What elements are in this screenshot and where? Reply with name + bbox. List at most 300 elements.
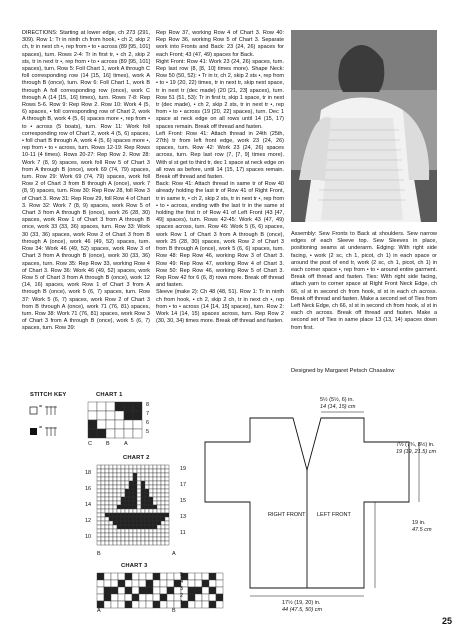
grid-cell: [153, 481, 157, 485]
right-front-text: Right Front: Row 41: Work 23 (24, 26) spaces, turn. Rep last row (8, [8, 10] times more). Shape Neck: Row 50 (50, 52): • Tr in tr, ch 2, skip 2 sts •, rep from • to • 19 (20, 22) times, tr in next tr, skip next space, tr in next tr (dec made) (20 [21, 23] spaces), turn. Row 51 (51, 53): Tr in first tr, skip 1 space, tr in next tr (dec made), • ch 2, skip 2 sts, tr in next tr •, rep from • to • across (19 [20, 22] spaces), turn. Dec 1 space at neck edge on all rows until 14 (15, 17) spaces remain. Break off thread and fasten.: [156, 58, 284, 130]
grid-cell: [167, 573, 174, 580]
grid-cell: [109, 529, 113, 533]
grid-cell: [113, 473, 117, 477]
grid-cell: [145, 517, 149, 521]
grid-cell: [133, 477, 137, 481]
grid-cell: [121, 525, 125, 529]
grid-cell: [129, 469, 133, 473]
directions-column-2: [156, 30, 284, 325]
grid-cell: [105, 477, 109, 481]
grid-cell: [157, 529, 161, 533]
grid-cell: [117, 485, 121, 489]
grid-cell: [149, 525, 153, 529]
grid-cell: [97, 465, 101, 469]
grid-cell: [149, 537, 153, 541]
grid-cell: [121, 521, 125, 525]
grid-cell: [129, 517, 133, 521]
height-cm-label: 47.5 cm: [412, 527, 432, 533]
grid-cell: [139, 573, 146, 580]
grid-cell: [109, 469, 113, 473]
grid-cell: [137, 465, 141, 469]
height-label: 19 in.: [412, 520, 426, 526]
grid-cell: [161, 485, 165, 489]
grid-cell: [161, 513, 165, 517]
grid-cell: [153, 594, 160, 601]
grid-cell: [153, 533, 157, 537]
grid-cell: [157, 509, 161, 513]
grid-cell: [97, 411, 106, 420]
grid-cell: [125, 517, 129, 521]
grid-cell: [157, 525, 161, 529]
grid-cell: [115, 402, 124, 411]
grid-cell: [129, 473, 133, 477]
grid-cell: [153, 489, 157, 493]
grid-cell: [145, 541, 149, 545]
grid-cell: [137, 481, 141, 485]
grid-cell: [133, 429, 142, 438]
chart-1-row-label: 7: [146, 411, 150, 417]
grid-cell: [125, 509, 129, 513]
chart-3-title: CHART 3: [121, 563, 148, 569]
grid-cell: [115, 411, 124, 420]
grid-cell: [121, 493, 125, 497]
chart-2-grid: [97, 465, 177, 549]
grid-cell: [118, 580, 125, 587]
grid-cell: [161, 473, 165, 477]
chart-2-letter: A: [172, 551, 176, 557]
grid-cell: [129, 485, 133, 489]
grid-cell: [167, 594, 174, 601]
grid-cell: [133, 469, 137, 473]
grid-cell: [129, 481, 133, 485]
grid-cell: [161, 529, 165, 533]
grid-cell: [129, 529, 133, 533]
grid-cell: [157, 541, 161, 545]
grid-cell: [121, 513, 125, 517]
grid-cell: [113, 501, 117, 505]
grid-cell: [157, 505, 161, 509]
fronts-back-text: Rep Row 37, working Row 4 of Chart 3. Row 40: Rep Row 36, working Row 5 of Chart 3. Separate work into Fronts and Back: 23 (24, 26) spaces for each Front; 43 (47, 49) spaces for Back.: [156, 30, 284, 58]
grid-cell: [105, 533, 109, 537]
grid-cell: [106, 420, 115, 429]
grid-cell: [125, 513, 129, 517]
grid-cell: [129, 513, 133, 517]
grid-cell: [101, 509, 105, 513]
grid-cell: [133, 411, 142, 420]
grid-cell: [145, 513, 149, 517]
grid-cell: [160, 587, 167, 594]
grid-cell: [97, 513, 101, 517]
grid-cell: [125, 465, 129, 469]
grid-cell: [104, 573, 111, 580]
grid-cell: [97, 573, 104, 580]
grid-cell: [113, 469, 117, 473]
chart-2-row-label: 17: [180, 482, 187, 488]
grid-cell: [129, 477, 133, 481]
grid-cell: [133, 533, 137, 537]
chart-3-letter: B: [172, 608, 176, 614]
grid-cell: [101, 465, 105, 469]
grid-cell: [145, 525, 149, 529]
chart-2-row-label: 14: [85, 502, 92, 508]
grid-cell: [104, 580, 111, 587]
grid-cell: [97, 469, 101, 473]
grid-cell: [117, 497, 121, 501]
grid-cell: [109, 493, 113, 497]
grid-cell: [153, 537, 157, 541]
grid-cell: [165, 489, 169, 493]
grid-cell: [117, 525, 121, 529]
chart-2-row-label: 18: [85, 470, 92, 476]
grid-cell: [88, 429, 97, 438]
grid-cell: [105, 513, 109, 517]
grid-cell: [141, 529, 145, 533]
grid-cell: [141, 465, 145, 469]
grid-cell: [157, 501, 161, 505]
chart-1-letter: B: [106, 441, 110, 447]
grid-cell: [105, 485, 109, 489]
grid-cell: [133, 517, 137, 521]
grid-cell: [129, 521, 133, 525]
grid-cell: [157, 537, 161, 541]
stitch-key-symbols: [30, 403, 70, 443]
grid-cell: [101, 533, 105, 537]
grid-cell: [157, 533, 161, 537]
grid-cell: [161, 505, 165, 509]
top-width-cm-label: 14 (14, 15) cm: [320, 404, 356, 410]
grid-cell: [188, 601, 195, 608]
grid-cell: [149, 485, 153, 489]
grid-cell: [165, 533, 169, 537]
grid-cell: [113, 509, 117, 513]
grid-cell: [145, 533, 149, 537]
chart-2-row-label: 10: [85, 534, 92, 540]
grid-cell: [139, 580, 146, 587]
grid-cell: [137, 473, 141, 477]
grid-cell: [113, 541, 117, 545]
grid-cell: [125, 580, 132, 587]
grid-cell: [161, 469, 165, 473]
grid-cell: [133, 537, 137, 541]
grid-cell: [121, 505, 125, 509]
grid-cell: [160, 580, 167, 587]
grid-cell: [149, 517, 153, 521]
grid-cell: [141, 537, 145, 541]
grid-cell: [149, 497, 153, 501]
grid-cell: [125, 473, 129, 477]
grid-cell: [137, 505, 141, 509]
grid-cell: [113, 465, 117, 469]
grid-cell: [105, 497, 109, 501]
grid-cell: [157, 517, 161, 521]
chart-2-row-label: 12: [85, 518, 92, 524]
grid-cell: [101, 497, 105, 501]
grid-cell: [111, 601, 118, 608]
grid-cell: [125, 481, 129, 485]
grid-cell: [125, 521, 129, 525]
grid-cell: [153, 509, 157, 513]
grid-cell: [141, 493, 145, 497]
grid-cell: [101, 529, 105, 533]
grid-cell: [125, 489, 129, 493]
grid-cell: [113, 533, 117, 537]
grid-cell: [141, 513, 145, 517]
grid-cell: [161, 525, 165, 529]
grid-cell: [132, 587, 139, 594]
grid-cell: [161, 517, 165, 521]
grid-cell: [149, 505, 153, 509]
grid-cell: [157, 469, 161, 473]
grid-cell: [165, 505, 169, 509]
grid-cell: [97, 541, 101, 545]
grid-cell: [101, 521, 105, 525]
grid-cell: [149, 465, 153, 469]
grid-cell: [129, 509, 133, 513]
grid-cell: [104, 601, 111, 608]
grid-cell: [118, 594, 125, 601]
grid-cell: [109, 485, 113, 489]
grid-cell: [137, 469, 141, 473]
grid-cell: [117, 481, 121, 485]
grid-cell: [124, 429, 133, 438]
chart-3-row-label: 5: [180, 572, 184, 578]
grid-cell: [97, 525, 101, 529]
grid-cell: [113, 525, 117, 529]
grid-cell: [105, 537, 109, 541]
grid-cell: [97, 594, 104, 601]
grid-cell: [157, 489, 161, 493]
grid-cell: [97, 473, 101, 477]
grid-cell: [149, 477, 153, 481]
grid-cell: [165, 477, 169, 481]
chart-1-row-label: 6: [146, 420, 150, 426]
grid-cell: [137, 485, 141, 489]
grid-cell: [109, 509, 113, 513]
chart-2-row-label: 11: [180, 530, 186, 536]
grid-cell: [105, 481, 109, 485]
grid-cell: [129, 537, 133, 541]
grid-cell: [146, 594, 153, 601]
grid-cell: [133, 493, 137, 497]
grid-cell: [111, 573, 118, 580]
grid-cell: [113, 529, 117, 533]
grid-cell: [97, 501, 101, 505]
grid-cell: [101, 513, 105, 517]
grid-cell: [141, 481, 145, 485]
grid-cell: [165, 493, 169, 497]
grid-cell: [133, 501, 137, 505]
grid-cell: [161, 497, 165, 501]
grid-cell: [121, 501, 125, 505]
grid-cell: [165, 473, 169, 477]
grid-cell: [141, 485, 145, 489]
chart-2-letter: B: [97, 551, 101, 557]
grid-cell: [145, 485, 149, 489]
grid-cell: [165, 513, 169, 517]
sleeve-length-label: 7½ (7¾, 8½) in.: [396, 442, 435, 448]
chart-3-letter: A: [97, 608, 101, 614]
grid-cell: [165, 485, 169, 489]
left-front-text: Left Front: Row 41: Attach thread in 24th (25th, 27th) tr from left front edge, work 23 (24, 26) spaces, turn. Row 42: Work 23 (24, 26) spaces across, turn. Rep last row (7, [7, 9] times more). With sl st get to third tr, dec 1 space at neck edge on all rows as before, until 14 (15, 17) spaces remain. Break off thread and fasten.: [156, 130, 284, 181]
grid-cell: [133, 505, 137, 509]
chart-2-row-label: 15: [180, 498, 187, 504]
grid-cell: [149, 493, 153, 497]
grid-cell: [145, 481, 149, 485]
grid-cell: [137, 529, 141, 533]
grid-cell: [165, 469, 169, 473]
directions-column-3: [291, 231, 437, 332]
grid-cell: [121, 477, 125, 481]
grid-cell: [129, 533, 133, 537]
grid-cell: [145, 497, 149, 501]
grid-cell: [124, 420, 133, 429]
grid-cell: [105, 493, 109, 497]
grid-cell: [101, 477, 105, 481]
grid-cell: [161, 477, 165, 481]
grid-cell: [121, 485, 125, 489]
grid-cell: [118, 573, 125, 580]
grid-cell: [129, 489, 133, 493]
grid-cell: [149, 513, 153, 517]
grid-cell: [153, 580, 160, 587]
grid-cell: [117, 521, 121, 525]
grid-cell: [117, 477, 121, 481]
grid-cell: [113, 513, 117, 517]
grid-cell: [117, 513, 121, 517]
grid-cell: [109, 477, 113, 481]
grid-cell: [145, 529, 149, 533]
grid-cell: [101, 469, 105, 473]
grid-cell: [160, 594, 167, 601]
grid-cell: [165, 541, 169, 545]
grid-cell: [161, 537, 165, 541]
grid-cell: [105, 529, 109, 533]
grid-cell: [161, 521, 165, 525]
grid-cell: [157, 473, 161, 477]
left-front-label: LEFT FRONT: [317, 512, 351, 518]
grid-cell: [113, 521, 117, 525]
grid-cell: [111, 594, 118, 601]
grid-cell: [97, 505, 101, 509]
grid-cell: [139, 601, 146, 608]
grid-cell: [133, 485, 137, 489]
grid-cell: [165, 497, 169, 501]
grid-cell: [165, 517, 169, 521]
grid-cell: [165, 521, 169, 525]
grid-cell: [149, 481, 153, 485]
chart-1-row-label: 8: [146, 402, 150, 408]
grid-cell: [165, 501, 169, 505]
grid-cell: [157, 465, 161, 469]
grid-cell: [137, 517, 141, 521]
grid-cell: [145, 493, 149, 497]
grid-cell: [121, 489, 125, 493]
grid-cell: [101, 485, 105, 489]
grid-cell: [165, 529, 169, 533]
grid-cell: [115, 429, 124, 438]
bottom-width-label: 17½ (19, 20) in.: [282, 600, 321, 606]
grid-cell: [153, 493, 157, 497]
grid-cell: [165, 525, 169, 529]
grid-cell: [109, 489, 113, 493]
grid-cell: [97, 481, 101, 485]
grid-cell: [141, 517, 145, 521]
grid-cell: [117, 465, 121, 469]
grid-cell: [129, 497, 133, 501]
grid-cell: [97, 509, 101, 513]
grid-cell: [137, 509, 141, 513]
grid-cell: [149, 541, 153, 545]
grid-cell: [109, 521, 113, 525]
grid-cell: [97, 580, 104, 587]
grid-cell: [117, 517, 121, 521]
grid-cell: [121, 465, 125, 469]
grid-cell: [129, 541, 133, 545]
grid-cell: [165, 537, 169, 541]
grid-cell: [101, 481, 105, 485]
grid-cell: [141, 497, 145, 501]
grid-cell: [125, 533, 129, 537]
grid-cell: [161, 465, 165, 469]
grid-cell: [141, 473, 145, 477]
grid-cell: [125, 493, 129, 497]
grid-cell: [133, 541, 137, 545]
grid-cell: [153, 513, 157, 517]
grid-cell: [145, 489, 149, 493]
grid-cell: [97, 533, 101, 537]
grid-cell: [137, 497, 141, 501]
bottom-width-cm-label: 44 (47.5, 50) cm: [282, 607, 323, 613]
grid-cell: [165, 509, 169, 513]
grid-cell: [149, 501, 153, 505]
chart-1-row-label: 5: [146, 429, 150, 435]
grid-cell: [113, 481, 117, 485]
grid-cell: [97, 537, 101, 541]
grid-cell: [105, 509, 109, 513]
grid-cell: [109, 533, 113, 537]
grid-cell: [133, 481, 137, 485]
grid-cell: [133, 489, 137, 493]
grid-cell: [146, 587, 153, 594]
grid-cell: [97, 521, 101, 525]
grid-cell: [153, 501, 157, 505]
grid-cell: [141, 521, 145, 525]
grid-cell: [146, 601, 153, 608]
grid-cell: [153, 541, 157, 545]
grid-cell: [188, 573, 195, 580]
grid-cell: [145, 473, 149, 477]
grid-cell: [145, 505, 149, 509]
grid-cell: [109, 513, 113, 517]
grid-cell: [121, 473, 125, 477]
grid-cell: [165, 465, 169, 469]
grid-cell: [132, 601, 139, 608]
grid-cell: [88, 411, 97, 420]
grid-cell: [115, 420, 124, 429]
grid-cell: [153, 521, 157, 525]
grid-cell: [117, 505, 121, 509]
sleeve-length-cm-label: 19 (19, 21.5) cm: [396, 449, 437, 455]
grid-cell: [121, 481, 125, 485]
grid-cell: [97, 601, 104, 608]
chart-3-row-label: 3: [180, 586, 184, 592]
grid-cell: [106, 429, 115, 438]
grid-cell: [125, 587, 132, 594]
grid-cell: [109, 501, 113, 505]
grid-cell: [149, 509, 153, 513]
grid-cell: [132, 573, 139, 580]
grid-cell: [104, 587, 111, 594]
